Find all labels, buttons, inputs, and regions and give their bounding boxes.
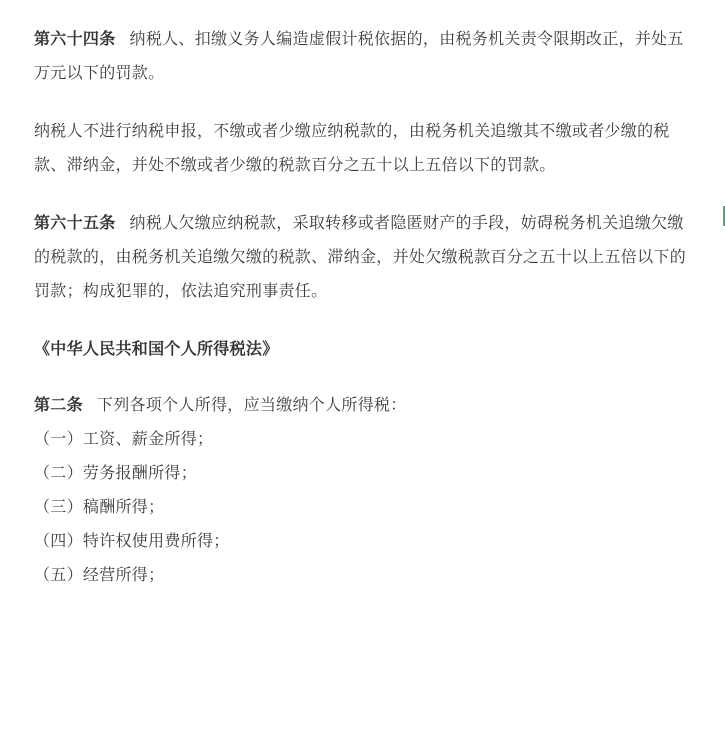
article-2-text: 下列各项个人所得，应当缴纳个人所得税：: [96, 395, 407, 414]
list-item: （四）特许权使用费所得；: [34, 531, 230, 550]
article-64-paragraph: [34, 22, 700, 90]
article-64-paragraph-2: 纳税人不进行纳税申报，不缴或者少缴应纳税款的，由税务机关追缴其不缴或者少缴的税款、滞纳金，并处不缴或者少缴的税款百分之五十以上五倍以下的罚款。: [34, 121, 670, 174]
article-65-paragraph: [34, 206, 700, 308]
article-2-number: 第二条: [34, 395, 83, 414]
list-item: （五）经营所得；: [34, 565, 165, 584]
article-65-number: 第六十五条: [34, 213, 116, 232]
article-content: [34, 22, 700, 592]
list-item: （一）工资、薪金所得；: [34, 429, 214, 448]
law-title: 《中华人民共和国个人所得税法》: [34, 339, 279, 358]
article-64-text: 纳税人、扣缴义务人编造虚假计税依据的，由税务机关责令限期改正，并处五万元以下的罚款。: [34, 29, 684, 82]
article-64-number: 第六十四条: [34, 29, 116, 48]
list-item: （三）稿酬所得；: [34, 497, 165, 516]
list-item: （二）劳务报酬所得；: [34, 463, 198, 482]
article-65-text: 纳税人欠缴应纳税款，采取转移或者隐匿财产的手段，妨碍税务机关追缴欠缴的税款的，由税务机关追缴欠缴的税款、滞纳金，并处欠缴税款百分之五十以上五倍以下的罚款；构成犯罪的，依法追究刑事责任。: [34, 213, 687, 300]
article-2-paragraph: [34, 388, 700, 422]
